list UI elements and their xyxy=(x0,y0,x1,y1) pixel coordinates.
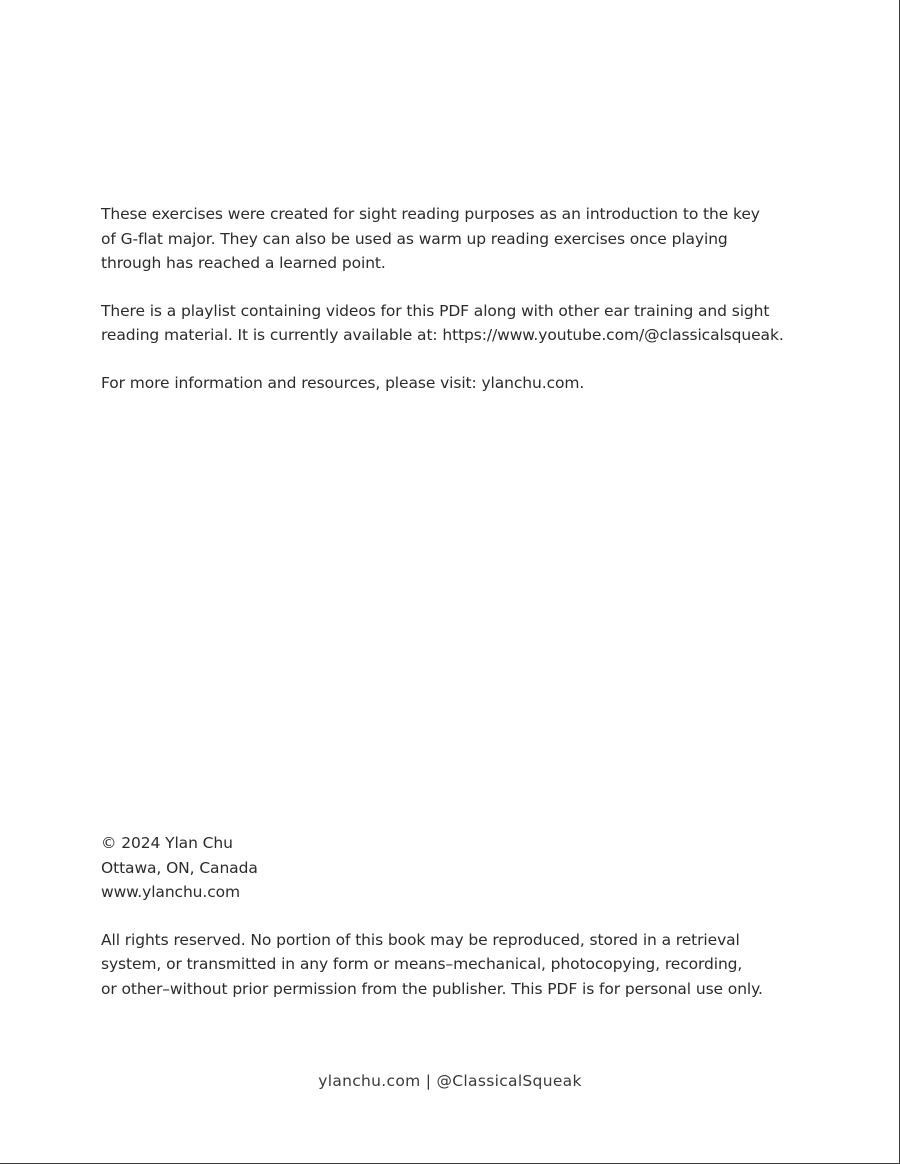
copyright-section xyxy=(101,831,821,1024)
copyright-block xyxy=(101,831,821,905)
text-line: or other–without prior permission from the publisher. This PDF is for personal use only. xyxy=(101,979,763,998)
intro-paragraph-purpose xyxy=(101,202,821,276)
text-line: There is a playlist containing videos for this PDF along with other ear training and sight xyxy=(101,301,770,320)
copyright-notice: © 2024 Ylan Chu xyxy=(101,834,233,852)
text-line: These exercises were created for sight reading purposes as an introduction to the key xyxy=(101,205,760,223)
text-line: reading material. It is currently available at: https://www.youtube.com/@classicalsqueak. xyxy=(101,326,784,344)
rights-statement xyxy=(101,928,821,1002)
copyright-location: Ottawa, ON, Canada xyxy=(101,858,258,877)
copyright-website: www.ylanchu.com xyxy=(101,883,241,901)
page-footer: ylanchu.com | @ClassicalSqueak xyxy=(318,1072,582,1090)
text-line: through has reached a learned point. xyxy=(101,254,386,272)
intro-section xyxy=(101,202,821,418)
text-line: All rights reserved. No portion of this book may be reproduced, stored in a retrieval xyxy=(101,930,740,949)
intro-paragraph-resources xyxy=(101,371,821,396)
text-line: system, or transmitted in any form or means–mechanical, photocopying, recording, xyxy=(101,955,743,973)
text-line: of G-flat major. They can also be used as warm up reading exercises once playing xyxy=(101,229,728,248)
text-line: For more information and resources, please visit: ylanchu.com. xyxy=(101,373,585,392)
intro-paragraph-playlist xyxy=(101,299,821,348)
